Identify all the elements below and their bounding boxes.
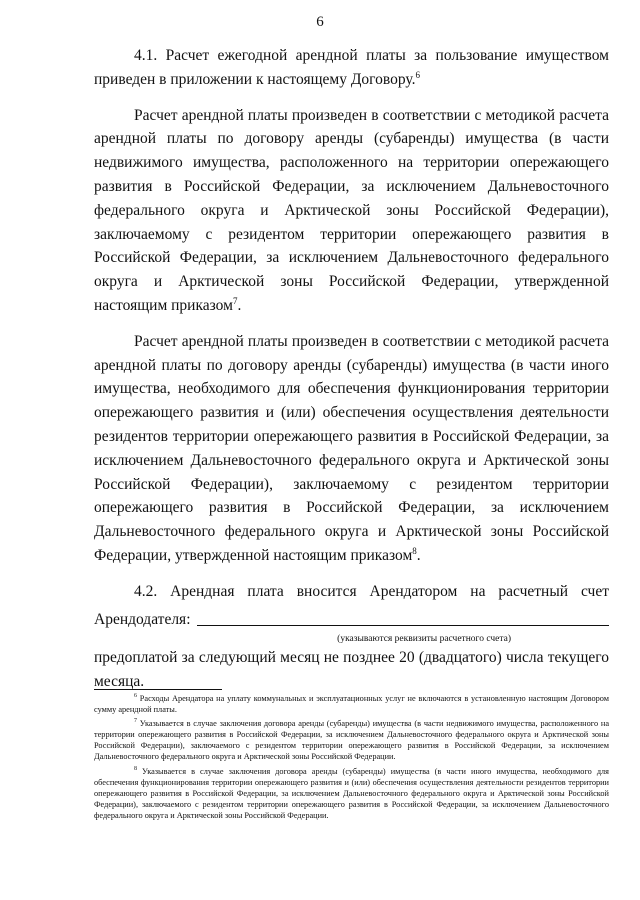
lessor-label: Арендодателя: xyxy=(94,610,191,628)
footnote-8-text: Указывается в случае заключения договора аренды (субаренды) имущества (в части иного имущества, необходимого для обеспечения функционирования территории опережающего развития и (или) обеспечения осуществления деятельности резидентов территории опережающего развития в Российской Федерации, за исключением Дальневосточного федерального округа и Арктической зоны Российской Федерации), заключаемого с резидентом территории опережающего развития в Российской Федерации, за исключением Дальневосточного федерального округа и Арктической зоны Российской Федерации. xyxy=(94,766,610,820)
footnote-8-mark: 8 xyxy=(134,765,137,772)
footnote-7 xyxy=(94,718,609,762)
account-details-hint: (указываются реквизиты расчетного счета) xyxy=(337,634,511,645)
section-4-2-line-2: предоплатой за следующий месяц не позднее 20 (двадцатого) числа текущего месяца. xyxy=(94,649,609,691)
account-line xyxy=(94,608,609,632)
page-number: 6 xyxy=(316,14,324,30)
footnote-ref-8: 8 xyxy=(412,545,417,556)
footnotes xyxy=(94,693,609,824)
section-4-1-paragraph-1: Расчет арендной платы произведен в соответствии с методикой расчета арендной платы по договору аренды (субаренды) имущества (в части недвижимого имущества, расположенного на территории опережающего развития в Российской Федерации, за исключением Дальневосточного федерального округа и Арктической зоны Российской Федерации), заключаемому с резидентом территории опережающего развития в Российской Федерации, за исключением Дальневосточного федерального округа и Арктической зоны Российской Федерации, утвержденной настоящим приказом$^7$. xyxy=(94,106,609,314)
section-4-1-intro-text: 4.1. Расчет ежегодной арендной платы за пользование имуществом приведен в приложении к настоящему Договору. xyxy=(94,47,609,88)
footnote-7-mark: 7 xyxy=(134,718,137,725)
account-details-blank[interactable] xyxy=(197,624,610,626)
paragraph-2-text: Расчет арендной платы произведен в соответствии с методикой расчета арендной платы по договору аренды (субаренды) имущества (в части иного имущества, необходимого для обеспечения функционирования территории опережающего развития и (или) обеспечения осуществления деятельности резидентов территории опережающего развития в Российской Федерации, за исключением Дальневосточного федерального округа и Арктической зоны Российской Федерации), заключаемому с резидентом территории опережающего развития в Российской Федерации, за исключением Дальневосточного федерального округа и Арктической зоны Российской Федерации, утвержденной настоящим приказом xyxy=(94,332,609,564)
footnote-ref-6: 6 xyxy=(415,69,420,80)
footnote-6-mark: 6 xyxy=(134,693,137,700)
footnote-7-text: Указывается в случае заключения договора аренды (субаренды) имущества (в части недвижимого имущества, расположенного на территории опережающего развития в Российской Федерации, за исключением Дальневосточного федерального округа и Арктической зоны Российской Федерации), заключаемого с резидентом территории опережающего развития в Российской Федерации, за исключением Дальневосточного федерального округа и Арктической зоны Российской Федерации. xyxy=(94,719,609,762)
footnote-separator xyxy=(94,689,222,690)
section-4-2-line-1: 4.2. Арендная плата вносится Арендатором на расчетный счет xyxy=(134,582,609,600)
section-4-1-paragraph-2: Расчет арендной платы произведен в соответствии с методикой расчета арендной платы по договору аренды (субаренды) имущества (в части иного имущества, необходимого для обеспечения функционирования территории опережающего развития и (или) обеспечения осуществления деятельности резидентов территории опережающего развития в Российской Федерации, за исключением Дальневосточного федерального округа и Арктической зоны Российской Федерации), заключаемому с резидентом территории опережающего развития в Российской Федерации, за исключением Дальневосточного федерального округа и Арктической зоны Российской Федерации, утвержденной настоящим приказом$^8$. xyxy=(94,332,609,564)
footnote-8 xyxy=(94,766,609,821)
footnote-6 xyxy=(94,693,609,715)
document-body xyxy=(94,44,609,706)
footnote-6-text: Расходы Арендатора на уплату коммунальных и эксплуатационных услуг не включаются в установленную настоящим Договором сумму арендной платы. xyxy=(94,694,610,715)
footnote-ref-7: 7 xyxy=(232,295,238,306)
section-4-1-intro xyxy=(94,44,609,92)
paragraph-1-text: Расчет арендной платы произведен в соответствии с методикой расчета арендной платы по договору аренды (субаренды) имущества (в части недвижимого имущества, расположенного на территории опережающего развития в Российской Федерации, за исключением Дальневосточного федерального округа и Арктической зоны Российской Федерации), заключаемому с резидентом территории опережающего развития в Российской Федерации, за исключением Дальневосточного федерального округа и Арктической зоны Российской Федерации, утвержденной настоящим приказом xyxy=(94,106,609,314)
